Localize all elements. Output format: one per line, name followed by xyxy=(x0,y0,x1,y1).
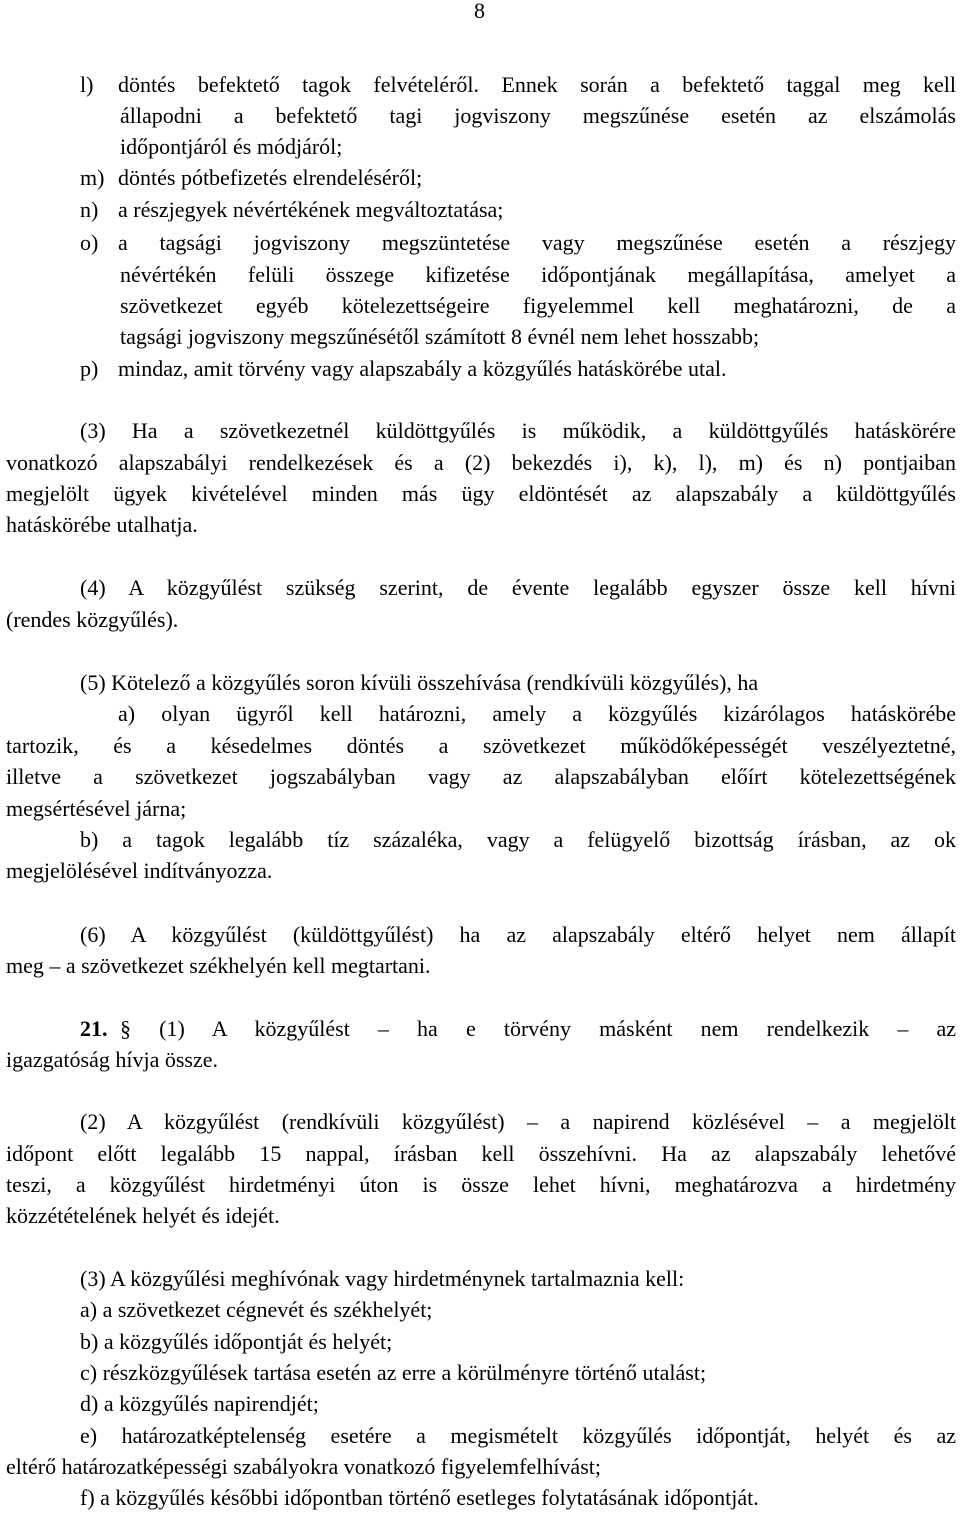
list-line: szövetkezet egyéb kötelezettségeire figyelemmel kell meghatározni, de a xyxy=(120,293,956,318)
paragraph-line: (6) A közgyűlést (küldöttgyűlést) ha az alapszabály eltérő helyet nem állapít xyxy=(80,922,956,947)
list-line: o) a tagsági jogviszony megszüntetése vagy megszűnése esetén a részjegy xyxy=(80,230,956,255)
section-number: 21. xyxy=(80,1016,108,1041)
paragraph-line: teszi, a közgyűlést hirdetményi úton is össze lehet hívni, meghatározva a hirdetmény xyxy=(6,1172,956,1197)
list-line: időpontjáról és módjáról; xyxy=(120,134,343,159)
paragraph-line: meg – a szövetkezet székhelyén kell megtartani. xyxy=(6,953,431,978)
paragraph-line: vonatkozó alapszabályi rendelkezések és a (2) bekezdés i), k), l), m) és n) pontjaiban xyxy=(6,450,956,475)
paragraph-line: b) a tagok legalább tíz százaléka, vagy a felügyelő bizottság írásban, az ok xyxy=(80,827,956,852)
paragraph-line: megjelölt ügyek kivételével minden más ügy eldöntését az alapszabály a küldöttgyűlés xyxy=(6,481,956,506)
paragraph-line: tartozik, és a késedelmes döntés a szövetkezet működőképességét veszélyeztetné, xyxy=(6,733,956,758)
list-line: c) részközgyűlések tartása esetén az erre a körülményre történő utalást; xyxy=(80,1360,707,1385)
list-line: állapodni a befektető tagi jogviszony megszűnése esetén az elszámolás xyxy=(120,103,956,128)
paragraph-line: megsértésével járna; xyxy=(6,796,187,821)
list-line: névértékén felüli összege kifizetése időpontjának megállapítása, amelyet a xyxy=(120,262,956,287)
section-heading-line: 21. § (1) A közgyűlést – ha e törvény másként nem rendelkezik – az xyxy=(80,1016,956,1041)
paragraph-line: a) olyan ügyről kell határozni, amely a közgyűlés kizárólagos hatáskörébe xyxy=(118,701,956,726)
list-line: n) a részjegyek névértékének megváltoztatása; xyxy=(80,197,504,222)
paragraph-line: időpont előtt legalább 15 nappal, írásban kell összehívni. Ha az alapszabály lehetővé xyxy=(6,1141,956,1166)
paragraph-line: illetve a szövetkezet jogszabályban vagy az alapszabályban előírt kötelezettségének xyxy=(6,764,956,789)
paragraph-line: (2) A közgyűlést (rendkívüli közgyűlést) – a napirend közlésével – a megjelölt xyxy=(80,1109,956,1134)
list-marker: o) xyxy=(80,230,99,255)
list-marker: l) xyxy=(80,72,94,97)
list-line: e) határozatképtelenség esetére a megismételt közgyűlés időpontját, helyét és az xyxy=(80,1423,956,1448)
paragraph-line: közzétételének helyét és idejét. xyxy=(6,1203,280,1228)
list-line: f) a közgyűlés későbbi időpontban történő esetleges folytatásának időpontját. xyxy=(80,1485,759,1510)
list-line: d) a közgyűlés napirendjét; xyxy=(80,1391,319,1416)
list-line: b) a közgyűlés időpontját és helyét; xyxy=(80,1329,393,1354)
list-line: p) mindaz, amit törvény vagy alapszabály a közgyűlés hatáskörébe utal. xyxy=(80,356,727,381)
list-marker: p) xyxy=(80,356,99,381)
list-line: l) döntés befektető tagok felvételéről. Ennek során a befektető taggal meg kell xyxy=(80,72,956,97)
list-line: m) döntés pótbefizetés elrendeléséről; xyxy=(80,165,423,190)
paragraph-line: (3) Ha a szövetkezetnél küldöttgyűlés is működik, a küldöttgyűlés hatáskörére xyxy=(80,418,956,443)
paragraph-line: igazgatóság hívja össze. xyxy=(6,1047,218,1072)
paragraph-line: (5) Kötelező a közgyűlés soron kívüli összehívása (rendkívüli közgyűlés), ha xyxy=(80,670,759,695)
paragraph-line: (3) A közgyűlési meghívónak vagy hirdetménynek tartalmaznia kell: xyxy=(80,1266,685,1291)
paragraph-line: (rendes közgyűlés). xyxy=(6,607,179,632)
list-marker: n) xyxy=(80,197,99,222)
list-marker: m) xyxy=(80,165,105,190)
page-number: 8 xyxy=(474,0,485,23)
list-line: a) a szövetkezet cégnevét és székhelyét; xyxy=(80,1297,433,1322)
paragraph-line: hatáskörébe utalhatja. xyxy=(6,512,198,537)
paragraph-line: (4) A közgyűlést szükség szerint, de évente legalább egyszer össze kell hívni xyxy=(80,575,956,600)
paragraph-line: megjelölésével indítványozza. xyxy=(6,858,273,883)
list-line: eltérő határozatképességi szabályokra vonatkozó figyelemfelhívást; xyxy=(6,1454,601,1479)
list-line: tagsági jogviszony megszűnésétől számított 8 évnél nem lehet hosszabb; xyxy=(120,324,760,349)
